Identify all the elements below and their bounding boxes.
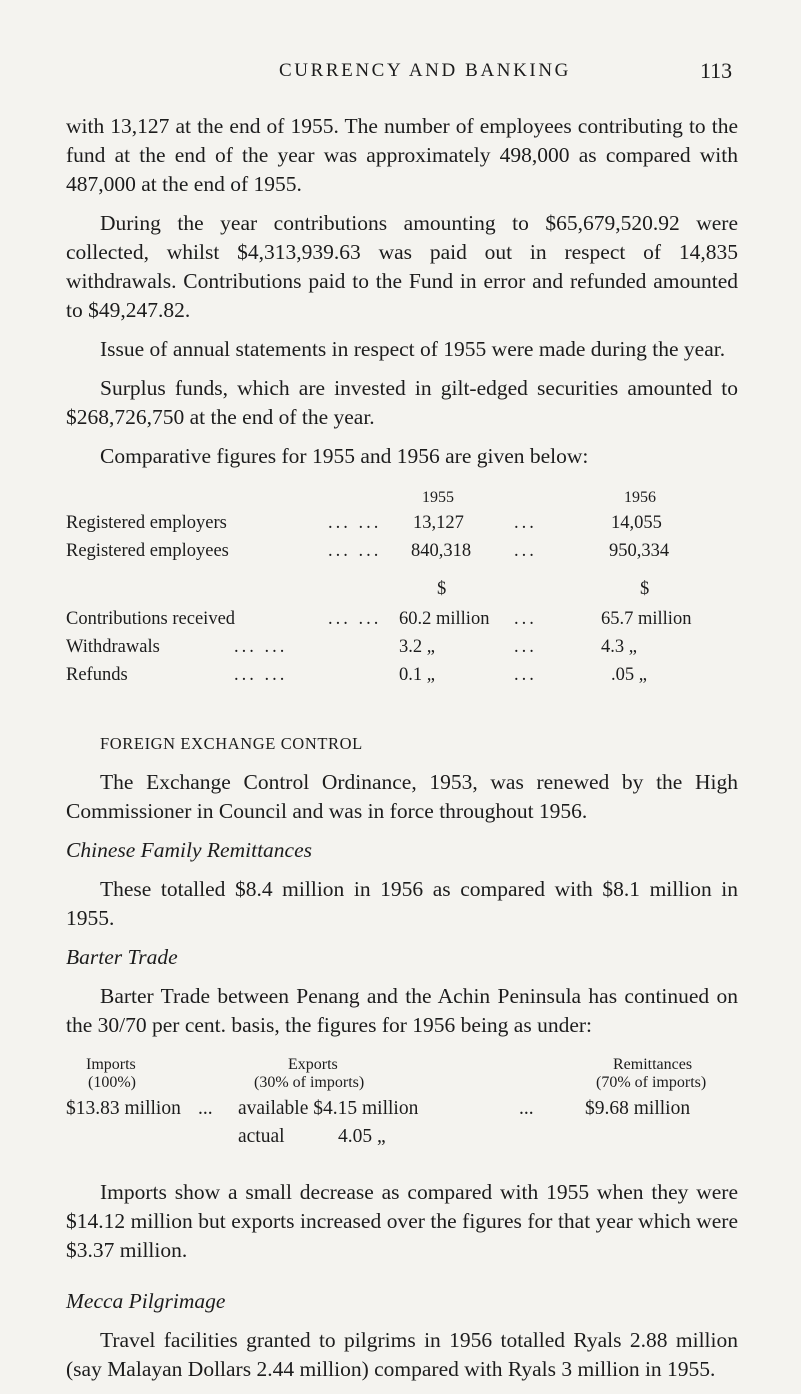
- row-label: Contributions received: [66, 609, 236, 629]
- exports-subheading: (30% of imports): [254, 1074, 365, 1091]
- leader-dots: ... ...: [328, 541, 382, 561]
- leader-dots: ...: [514, 541, 537, 561]
- running-head: CURRENCY AND BANKING: [279, 60, 571, 81]
- body-text: [66, 112, 738, 1394]
- paragraph-9: Imports show a small decrease as compared with 1955 when they were $14.12 million but exports increased over the figures for that year which were $3.37 million.: [66, 1180, 738, 1262]
- paragraph-3: Issue of annual statements in respect of 1955 were made during the year.: [100, 337, 726, 361]
- row-label: Withdrawals: [66, 637, 160, 657]
- paragraph-6: The Exchange Control Ordinance, 1953, was renewed by the High Commissioner in Council and was in force throughout 1956.: [66, 770, 738, 823]
- page-number: 113: [700, 58, 733, 83]
- remittances-value: $9.68 million: [585, 1098, 691, 1119]
- paragraph-5: Comparative figures for 1955 and 1956 are given below:: [100, 444, 589, 468]
- leader-dots: ...: [514, 637, 537, 657]
- imports-subheading: (100%): [88, 1074, 136, 1091]
- leader-dots: ... ...: [328, 609, 382, 629]
- leader-dots: ...: [519, 1098, 534, 1119]
- imports-heading: Imports: [86, 1056, 136, 1073]
- paragraph-1: with 13,127 at the end of 1955. The number of employees contributing to the fund at the end of the year was approximately 498,000 as compared with 487,000 at the end of 1955.: [66, 114, 738, 196]
- exports-actual-label: actual: [238, 1126, 285, 1147]
- leader-dots: ...: [198, 1098, 213, 1119]
- paragraph-8: Barter Trade between Penang and the Achin Peninsula has continued on the 30/70 per cent. basis, the figures for 1956 being as under:: [66, 984, 738, 1037]
- comparative-figures-table: [66, 481, 738, 717]
- paragraph-7: These totalled $8.4 million in 1956 as compared with $8.1 million in 1955.: [66, 877, 738, 930]
- value-1956: 4.3 „: [601, 637, 637, 657]
- currency-1956: $: [640, 579, 650, 599]
- subheading-barter-trade: Barter Trade: [66, 945, 178, 969]
- leader-dots: ... ...: [234, 637, 288, 657]
- value-1955: 13,127: [413, 513, 464, 533]
- leader-dots: ...: [514, 609, 537, 629]
- leader-dots: ...: [514, 665, 537, 685]
- value-1955: 840,318: [411, 541, 472, 561]
- value-1955: 0.1 „: [399, 665, 435, 685]
- value-1956: .05 „: [611, 665, 647, 685]
- paragraph-4: Surplus funds, which are invested in gilt-edged securities amounted to $268,726,750 at the end of the year.: [66, 376, 738, 429]
- barter-trade-figures: [66, 1050, 738, 1168]
- remittances-subheading: (70% of imports): [596, 1074, 707, 1091]
- value-1955: 60.2 million: [399, 609, 490, 629]
- row-label: Registered employees: [66, 541, 229, 561]
- exports-actual-value: 4.05 „: [338, 1126, 386, 1147]
- leader-dots: ...: [514, 513, 537, 533]
- value-1955: 3.2 „: [399, 637, 435, 657]
- exports-available: available $4.15 million: [238, 1098, 419, 1119]
- currency-1955: $: [437, 579, 447, 599]
- value-1956: 950,334: [609, 541, 670, 561]
- year-1955-header: 1955: [422, 489, 454, 506]
- row-label: Registered employers: [66, 513, 227, 533]
- leader-dots: ... ...: [234, 665, 288, 685]
- imports-value: $13.83 million: [66, 1098, 181, 1119]
- value-1956: 14,055: [611, 513, 662, 533]
- value-1956: 65.7 million: [601, 609, 692, 629]
- row-label: Refunds: [66, 665, 128, 685]
- subheading-mecca-pilgrimage: Mecca Pilgrimage: [66, 1289, 226, 1313]
- subheading-chinese-remittances: Chinese Family Remittances: [66, 838, 312, 862]
- exports-heading: Exports: [288, 1056, 338, 1073]
- remittances-heading: Remittances: [613, 1056, 693, 1073]
- leader-dots: ... ...: [328, 513, 382, 533]
- section-heading: FOREIGN EXCHANGE CONTROL: [100, 734, 363, 753]
- paragraph-2: During the year contributions amounting to $65,679,520.92 were collected, whilst $4,313,939.63 was paid out in respect of 14,835 withdrawals. Contributions paid to the Fund in error and refunded amounted to $49,247.82.: [66, 211, 738, 322]
- year-1956-header: 1956: [624, 489, 656, 506]
- page-header: [0, 58, 801, 92]
- paragraph-10: Travel facilities granted to pilgrims in 1956 totalled Ryals 2.88 million (say Malayan Dollars 2.44 million) compared with Ryals 3 million in 1955.: [66, 1328, 738, 1381]
